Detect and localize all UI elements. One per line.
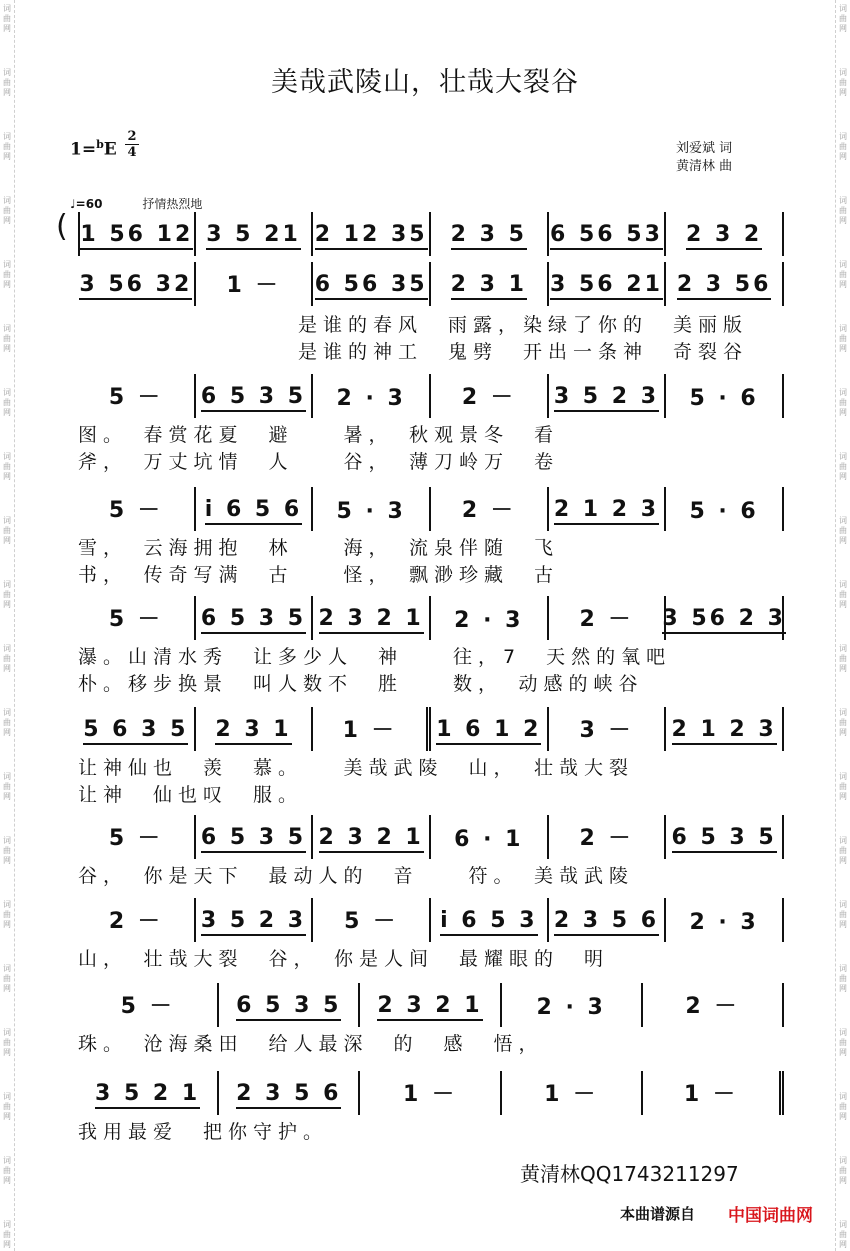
key-prefix: 1= — [70, 139, 97, 160]
lyric-line: 让神仙也 羡 慕。 美哉武陵 山， 壮哉大裂 — [78, 757, 635, 779]
key-flat: b — [96, 138, 104, 151]
measure-notes: 6 5 3 5 — [672, 825, 777, 853]
measure — [643, 983, 784, 1027]
measure — [431, 487, 549, 531]
watermark-text: 词曲网 — [839, 580, 847, 609]
lyric-line: 让神 仙也叹 服。 — [78, 784, 304, 806]
watermark-text: 词曲网 — [3, 388, 11, 417]
watermark-text: 词曲网 — [839, 1028, 847, 1057]
watermark-text: 词曲网 — [839, 324, 847, 353]
measure-notes: 2 － — [461, 385, 516, 410]
measure-notes: 6 56 53 — [550, 222, 663, 250]
lyric-line: 雪， 云海拥抱 林 海， 流泉伴随 飞 — [78, 537, 560, 559]
measure-notes: 2 3 5 6 — [554, 908, 659, 936]
measure — [196, 815, 314, 859]
measure — [78, 212, 196, 256]
measure-notes: 2 3 5 — [451, 222, 527, 250]
measure — [78, 374, 196, 418]
watermark-text: 词曲网 — [3, 132, 11, 161]
measure — [313, 898, 431, 942]
watermark-text: 词曲网 — [839, 708, 847, 737]
measure-notes: 6 5 3 5 — [201, 825, 306, 853]
lyric-line: 我用最爱 把你守护。 — [78, 1121, 329, 1143]
watermark-text: 词曲网 — [839, 1220, 847, 1249]
measure-notes: 6 5 3 5 — [201, 606, 306, 634]
source-label: 本曲谱源自 — [620, 1205, 696, 1223]
measure — [313, 212, 431, 256]
key-signature — [70, 138, 117, 160]
measure-notes: 1 － — [683, 1082, 738, 1107]
measure — [78, 262, 196, 306]
watermark-text: 词曲网 — [3, 644, 11, 673]
measure — [502, 1071, 643, 1115]
measure — [78, 1071, 219, 1115]
measure — [431, 262, 549, 306]
measure-notes: 6 5 3 5 — [236, 993, 341, 1021]
measure-notes: 5 · 6 — [689, 499, 759, 524]
measure-notes: 2 12 35 — [315, 222, 428, 250]
lyric-line: 朴。移步换景 叫人数不 胜 数， 动感的峡谷 — [78, 673, 644, 695]
intro-parenthesis: ( — [56, 209, 68, 244]
measure-notes: 3 56 2 3 — [662, 606, 786, 634]
measure-notes: 2 3 2 1 — [319, 606, 424, 634]
measure-notes: 2 3 2 — [686, 222, 762, 250]
watermark-text: 词曲网 — [3, 1028, 11, 1057]
measure — [196, 898, 314, 942]
measure-notes: 2 － — [685, 994, 740, 1019]
time-signature-top: 2 — [127, 129, 137, 144]
measure — [313, 815, 431, 859]
watermark-text: 词曲网 — [839, 388, 847, 417]
measure-notes: 2 － — [579, 607, 634, 632]
measure — [196, 707, 314, 751]
watermark-text: 词曲网 — [839, 4, 847, 33]
measure — [360, 983, 501, 1027]
watermark-text: 词曲网 — [3, 452, 11, 481]
measure-notes: 2 － — [108, 909, 163, 934]
measure — [666, 487, 784, 531]
measure — [313, 262, 431, 306]
measure-notes: 5 － — [120, 994, 175, 1019]
watermark-text: 词曲网 — [839, 452, 847, 481]
measure — [196, 487, 314, 531]
measure — [502, 983, 643, 1027]
measure — [313, 596, 431, 640]
measure — [549, 374, 667, 418]
measure — [549, 815, 667, 859]
watermark-text: 词曲网 — [3, 260, 11, 289]
watermark-text: 词曲网 — [839, 836, 847, 865]
measure-notes: 3 － — [579, 718, 634, 743]
lyric-line: 山， 壮哉大裂 谷， 你是人间 最耀眼的 明 — [78, 948, 610, 970]
watermark-text: 词曲网 — [839, 1156, 847, 1185]
measure-notes: 1 － — [402, 1082, 457, 1107]
measure-notes: 2 3 2 1 — [377, 993, 482, 1021]
measure-notes: 1 － — [342, 718, 397, 743]
measure-notes: 5 － — [108, 498, 163, 523]
measure — [219, 983, 360, 1027]
measure-notes: 5 － — [108, 607, 163, 632]
right-watermark-strip — [835, 0, 850, 1251]
watermark-text: 词曲网 — [839, 132, 847, 161]
watermark-text: 词曲网 — [3, 68, 11, 97]
measure — [196, 212, 314, 256]
measure — [431, 596, 549, 640]
watermark-text: 词曲网 — [3, 580, 11, 609]
watermark-text: 词曲网 — [839, 196, 847, 225]
lyric-line: 谷， 你是天下 最动人的 音 符。 美哉武陵 — [78, 865, 635, 887]
measure — [549, 212, 667, 256]
lyric-line: 珠。 沧海桑田 给人最深 的 感 悟， — [78, 1033, 544, 1055]
measure-notes: 3 5 21 — [206, 222, 301, 250]
lyric-line: 图。 春赏花夏 避 暑， 秋观景冬 看 — [78, 424, 560, 446]
watermark-text: 词曲网 — [3, 836, 11, 865]
measure-notes: 2 3 5 6 — [236, 1081, 341, 1109]
measure-notes: 3 56 32 — [79, 272, 192, 300]
expression-mark: 抒情热烈地 — [142, 197, 203, 211]
lyric-line: 是谁的神工 鬼劈 开出一条神 奇裂谷 — [298, 341, 749, 363]
measure — [549, 707, 667, 751]
watermark-text: 词曲网 — [3, 1092, 11, 1121]
watermark-text: 词曲网 — [839, 1092, 847, 1121]
watermark-text: 词曲网 — [3, 964, 11, 993]
watermark-text: 词曲网 — [3, 324, 11, 353]
watermark-text: 词曲网 — [839, 516, 847, 545]
watermark-text: 词曲网 — [3, 772, 11, 801]
measure-notes: 1 56 12 — [80, 222, 193, 250]
measure — [431, 815, 549, 859]
author-contact: 黄清林QQ1743211297 — [520, 1162, 739, 1186]
measure — [313, 707, 431, 751]
measure-notes: i 6 5 6 — [205, 497, 302, 525]
watermark-text: 词曲网 — [3, 1156, 11, 1185]
measure — [196, 596, 314, 640]
measure-notes: 1 － — [226, 273, 281, 298]
tempo-mark: ♩=60 — [70, 197, 103, 211]
measure-notes: 2 3 1 — [451, 272, 527, 300]
measure — [196, 262, 314, 306]
measure-notes: 2 · 3 — [536, 995, 606, 1020]
measure — [78, 707, 196, 751]
measure-notes: 2 · 3 — [336, 386, 406, 411]
measure — [666, 212, 784, 256]
measure — [549, 596, 667, 640]
measure-notes: 5 · 3 — [336, 499, 406, 524]
watermark-text: 词曲网 — [3, 1220, 11, 1249]
measure-notes: 3 56 21 — [550, 272, 663, 300]
measure — [78, 983, 219, 1027]
watermark-text: 词曲网 — [839, 260, 847, 289]
composer-credit: 黄清林 曲 — [676, 159, 733, 174]
source-site-link[interactable]: 中国词曲网 — [728, 1206, 813, 1226]
measure — [549, 487, 667, 531]
lyric-line: 是谁的春风 雨露，染绿了你的 美丽版 — [298, 314, 749, 336]
measure-notes: 5 － — [108, 385, 163, 410]
lyricist-credit: 刘爱斌 词 — [676, 141, 733, 156]
measure-notes: 2 · 3 — [689, 910, 759, 935]
measure — [78, 596, 196, 640]
measure-notes: 1 6 1 2 — [436, 717, 541, 745]
measure — [219, 1071, 360, 1115]
watermark-text: 词曲网 — [839, 644, 847, 673]
watermark-text: 词曲网 — [839, 900, 847, 929]
measure-notes: 1 － — [544, 1082, 599, 1107]
measure — [643, 1071, 784, 1115]
watermark-text: 词曲网 — [3, 4, 11, 33]
measure — [549, 262, 667, 306]
measure-notes: 2 － — [461, 498, 516, 523]
measure — [360, 1071, 501, 1115]
measure — [431, 212, 549, 256]
measure — [313, 487, 431, 531]
measure — [666, 374, 784, 418]
measure — [666, 898, 784, 942]
measure-notes: i 6 5 3 — [440, 908, 537, 936]
measure — [666, 815, 784, 859]
lyric-line: 书， 传奇写满 古 怪， 飘渺珍藏 古 — [78, 564, 560, 586]
measure — [431, 898, 549, 942]
time-signature-bottom: 4 — [127, 145, 137, 160]
measure-notes: 2 3 2 1 — [319, 825, 424, 853]
time-signature — [125, 130, 139, 159]
watermark-text: 词曲网 — [839, 68, 847, 97]
measure — [78, 487, 196, 531]
measure-notes: 3 5 2 3 — [201, 908, 306, 936]
watermark-text: 词曲网 — [839, 964, 847, 993]
tempo-marking — [70, 195, 202, 212]
measure-notes: 3 5 2 1 — [95, 1081, 200, 1109]
measure-notes: 2 3 1 — [215, 717, 291, 745]
measure-notes: 6 56 35 — [315, 272, 428, 300]
left-watermark-strip — [0, 0, 15, 1251]
watermark-text: 词曲网 — [3, 516, 11, 545]
measure — [78, 815, 196, 859]
measure — [196, 374, 314, 418]
watermark-text: 词曲网 — [839, 772, 847, 801]
measure — [431, 707, 549, 751]
lyric-line: 瀑。山清水秀 让多少人 神 往，7 天然的氧吧 — [78, 646, 672, 668]
key-note: E — [103, 139, 117, 160]
measure-notes: 5 6 3 5 — [83, 717, 188, 745]
watermark-text: 词曲网 — [3, 708, 11, 737]
measure-notes: 2 · 3 — [454, 608, 524, 633]
measure-notes: 2 3 56 — [677, 272, 772, 300]
watermark-text: 词曲网 — [3, 900, 11, 929]
measure — [662, 596, 786, 640]
song-title: 美哉武陵山，壮哉大裂谷 — [271, 67, 579, 98]
measure-notes: 6 · 1 — [454, 827, 524, 852]
measure — [549, 898, 667, 942]
measure-notes: 5 － — [344, 909, 399, 934]
measure — [431, 374, 549, 418]
measure — [666, 707, 784, 751]
measure-notes: 2 － — [579, 826, 634, 851]
measure — [313, 374, 431, 418]
watermark-text: 词曲网 — [3, 196, 11, 225]
measure-notes: 6 5 3 5 — [201, 384, 306, 412]
measure-notes: 5 － — [108, 826, 163, 851]
measure — [78, 898, 196, 942]
measure-notes: 2 1 2 3 — [554, 497, 659, 525]
measure-notes: 3 5 2 3 — [554, 384, 659, 412]
lyric-line: 斧， 万丈坑情 人 谷， 薄刀岭万 卷 — [78, 451, 560, 473]
measure — [666, 262, 784, 306]
credits — [676, 140, 732, 176]
measure-notes: 2 1 2 3 — [672, 717, 777, 745]
measure-notes: 5 · 6 — [689, 386, 759, 411]
